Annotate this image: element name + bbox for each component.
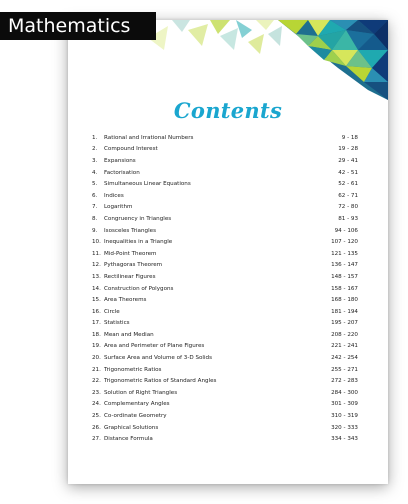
toc-entry-number: 24.	[92, 401, 101, 408]
toc-entry-title: Isosceles Triangles	[104, 227, 156, 234]
toc-entry-title: Expansions	[104, 157, 136, 164]
toc-entry-pages: 301 - 309	[331, 401, 358, 408]
toc-entry-title: Graphical Solutions	[104, 424, 159, 431]
toc-entry	[92, 236, 358, 248]
toc-entry	[92, 375, 358, 387]
toc-entry-pages: 158 - 167	[331, 285, 358, 292]
contents-heading: Contents	[173, 98, 283, 123]
toc-entry-number: 6.	[92, 192, 98, 199]
toc-entry-title: Construction of Polygons	[104, 285, 174, 292]
toc-entry-number: 17.	[92, 320, 101, 327]
toc-entry	[92, 364, 358, 376]
toc-entry	[92, 283, 358, 295]
toc-entry-title: Rational and Irrational Numbers	[104, 134, 194, 141]
toc-entry-number: 9.	[92, 227, 98, 234]
toc-entry-title: Solution of Right Triangles	[104, 389, 178, 396]
toc-entry-number: 5.	[92, 181, 98, 188]
toc-entry	[92, 260, 358, 272]
toc-entry	[92, 422, 358, 434]
toc-entry-chapter	[92, 158, 136, 164]
toc-entry	[92, 155, 358, 167]
toc-entry-pages: 121 - 135	[331, 250, 358, 257]
toc-entry	[92, 433, 358, 445]
toc-entry-title: Complementary Angles	[104, 401, 170, 408]
toc-entry-pages: 81 - 93	[338, 215, 358, 222]
toc-entry-number: 10.	[92, 239, 101, 246]
toc-entry-chapter	[92, 204, 132, 210]
toc-entry-title: Mean and Median	[104, 331, 154, 338]
toc-entry-title: Surface Area and Volume of 3-D Solids	[104, 355, 213, 362]
toc-entry-pages: 42 - 51	[338, 169, 358, 176]
toc-entry	[92, 306, 358, 318]
toc-entry	[92, 144, 358, 156]
toc-entry-pages: 72 - 80	[338, 204, 358, 211]
toc-entry-chapter	[92, 135, 193, 141]
toc-entry-title: Simultaneous Linear Equations	[104, 181, 191, 188]
toc-entry-pages: 62 - 71	[338, 192, 358, 199]
toc-entry-pages: 221 - 241	[331, 343, 358, 350]
toc-entry	[92, 132, 358, 144]
toc-entry-title: Inequalities in a Triangle	[104, 239, 173, 246]
toc-entry-chapter	[92, 297, 146, 303]
toc-entry-pages: 148 - 157	[331, 273, 358, 280]
toc-entry-chapter	[92, 425, 158, 431]
toc-entry-pages: 272 - 283	[331, 378, 358, 385]
toc-entry-number: 21.	[92, 366, 101, 373]
toc-entry-chapter	[92, 193, 124, 199]
toc-entry-pages: 242 - 254	[331, 355, 358, 362]
toc-entry-pages: 181 - 194	[331, 308, 358, 315]
toc-entry-pages: 29 - 41	[338, 157, 358, 164]
toc-entry-title: Area and Perimeter of Plane Figures	[104, 343, 205, 350]
toc-entry	[92, 294, 358, 306]
toc-entry-chapter	[92, 216, 171, 222]
toc-entry	[92, 341, 358, 353]
toc-entry-chapter	[92, 286, 173, 292]
toc-entry-number: 25.	[92, 413, 101, 420]
toc-entry-pages: 284 - 300	[331, 389, 358, 396]
toc-entry-pages: 334 - 343	[331, 436, 358, 443]
toc-entry-title: Logarithm	[104, 204, 133, 211]
toc-entry-number: 26.	[92, 424, 101, 431]
toc-entry-title: Trigonometric Ratios	[104, 366, 162, 373]
toc-entry	[92, 213, 358, 225]
toc-entry-number: 7.	[92, 204, 98, 211]
toc-entry	[92, 167, 358, 179]
toc-entry-chapter	[92, 332, 154, 338]
toc-entry-title: Pythagoras Theorem	[104, 262, 163, 269]
toc-entry-chapter	[92, 181, 191, 187]
subject-label: Mathematics	[0, 12, 156, 40]
toc-entry-pages: 136 - 147	[331, 262, 358, 269]
toc-entry-title: Compound Interest	[104, 146, 158, 153]
toc-entry-chapter	[92, 274, 156, 280]
toc-entry	[92, 248, 358, 260]
toc-entry	[92, 202, 358, 214]
toc-entry-title: Area Theorems	[104, 297, 147, 304]
toc-entry-pages: 255 - 271	[331, 366, 358, 373]
toc-entry-number: 1.	[92, 134, 98, 141]
toc-entry-number: 4.	[92, 169, 98, 176]
toc-entry-pages: 168 - 180	[331, 297, 358, 304]
toc-entry-pages: 208 - 220	[331, 331, 358, 338]
toc-entry	[92, 399, 358, 411]
toc-entry	[92, 352, 358, 364]
toc-entry-chapter	[92, 170, 140, 176]
toc-entry-title: Indices	[104, 192, 124, 199]
toc-entry-chapter	[92, 262, 162, 268]
toc-entry-chapter	[92, 309, 120, 315]
toc-entry-chapter	[92, 390, 177, 396]
toc-entry	[92, 190, 358, 202]
toc-entry-chapter	[92, 355, 212, 361]
toc-entry-number: 14.	[92, 285, 101, 292]
toc-entry-title: Factorisation	[104, 169, 140, 176]
toc-entry-pages: 52 - 61	[338, 181, 358, 188]
toc-entry-number: 2.	[92, 146, 98, 153]
toc-entry-chapter	[92, 343, 204, 349]
table-of-contents	[92, 132, 358, 445]
toc-entry-number: 23.	[92, 389, 101, 396]
toc-entry-title: Distance Formula	[104, 436, 153, 443]
toc-entry	[92, 410, 358, 422]
toc-entry	[92, 387, 358, 399]
toc-entry	[92, 329, 358, 341]
toc-entry	[92, 271, 358, 283]
toc-entry	[92, 225, 358, 237]
toc-entry-chapter	[92, 413, 167, 419]
toc-entry-number: 8.	[92, 215, 98, 222]
toc-entry-number: 13.	[92, 273, 101, 280]
toc-entry-number: 12.	[92, 262, 101, 269]
toc-entry-title: Circle	[104, 308, 120, 315]
toc-entry-chapter	[92, 367, 161, 373]
toc-entry-title: Statistics	[104, 320, 130, 327]
toc-entry-pages: 94 - 106	[334, 227, 358, 234]
toc-entry	[92, 318, 358, 330]
toc-entry-number: 15.	[92, 297, 101, 304]
toc-entry-number: 20.	[92, 355, 101, 362]
toc-entry-title: Mid-Point Theorem	[104, 250, 157, 257]
toc-entry-number: 22.	[92, 378, 101, 385]
toc-entry-chapter	[92, 436, 153, 442]
toc-entry-title: Trigonometric Ratios of Standard Angles	[104, 378, 217, 385]
toc-entry-number: 27.	[92, 436, 101, 443]
toc-entry-chapter	[92, 378, 216, 384]
toc-entry-number: 16.	[92, 308, 101, 315]
toc-entry	[92, 178, 358, 190]
toc-entry-chapter	[92, 228, 156, 234]
toc-entry-number: 19.	[92, 343, 101, 350]
toc-entry-pages: 195 - 207	[331, 320, 358, 327]
toc-entry-pages: 320 - 333	[331, 424, 358, 431]
toc-entry-chapter	[92, 251, 157, 257]
toc-entry-chapter	[92, 320, 130, 326]
contents-page	[68, 20, 388, 484]
toc-entry-chapter	[92, 239, 172, 245]
toc-entry-title: Congruency in Triangles	[104, 215, 172, 222]
toc-entry-title: Rectilinear Figures	[104, 273, 156, 280]
toc-entry-pages: 107 - 120	[331, 239, 358, 246]
toc-entry-number: 3.	[92, 157, 98, 164]
toc-entry-title: Co-ordinate Geometry	[104, 413, 167, 420]
toc-entry-pages: 19 - 28	[338, 146, 358, 153]
toc-entry-pages: 310 - 319	[331, 413, 358, 420]
toc-entry-pages: 9 - 18	[341, 134, 358, 141]
toc-entry-number: 11.	[92, 250, 101, 257]
toc-entry-chapter	[92, 401, 170, 407]
toc-entry-number: 18.	[92, 331, 101, 338]
toc-entry-chapter	[92, 146, 158, 152]
